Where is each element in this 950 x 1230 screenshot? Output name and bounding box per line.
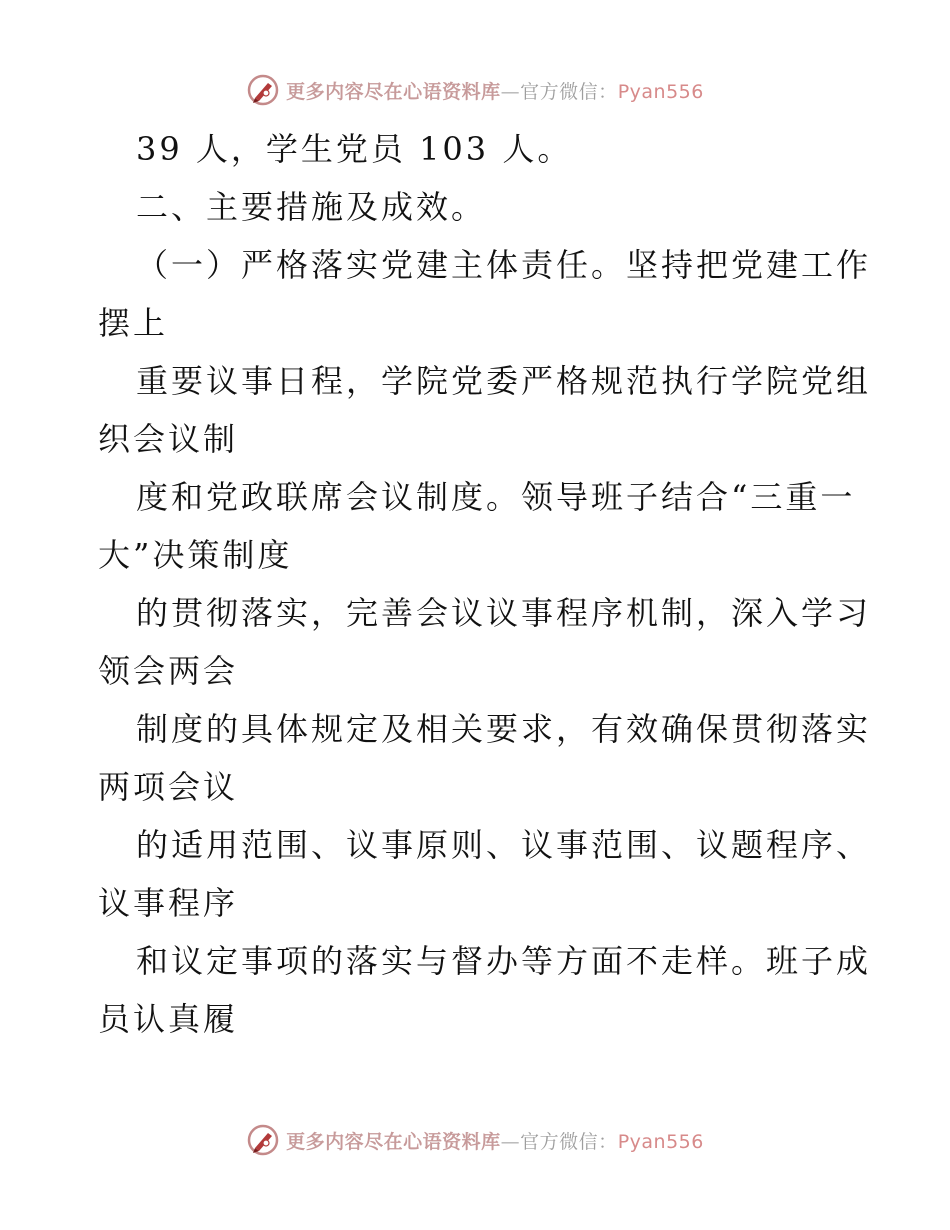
text-line-10: 领会两会 xyxy=(98,652,239,690)
text-line-9: 的贯彻落实，完善会议议事程序机制，深入学习 xyxy=(136,594,872,632)
text-line-11: 制度的具体规定及相关要求，有效确保贯彻落实 xyxy=(136,710,872,748)
header-banner-sub: 官方微信： xyxy=(520,80,618,103)
text-line-3: （一）严格落实党建主体责任。坚持把党建工作 xyxy=(136,246,872,284)
document-body xyxy=(98,120,872,1048)
text-line-15: 和议定事项的落实与督办等方面不走样。班子成 xyxy=(136,942,872,980)
text-line-7: 度和党政联席会议制度。领导班子结合“三重一 xyxy=(136,478,856,516)
footer-banner-text xyxy=(286,1127,704,1154)
text-line-6: 织会议制 xyxy=(98,420,239,458)
header-banner xyxy=(0,70,950,110)
header-banner-text xyxy=(286,77,704,104)
text-line-16: 员认真履 xyxy=(98,1000,239,1038)
text-line-12: 两项会议 xyxy=(98,768,239,806)
footer-banner-sub: 官方微信： xyxy=(520,1130,618,1153)
text-line-1: 39 人，学生党员 103 人。 xyxy=(136,130,573,168)
pen-logo-icon xyxy=(246,73,280,107)
text-line-8: 大”决策制度 xyxy=(98,536,293,574)
footer-banner-main: 更多内容尽在心语资料库 xyxy=(286,1130,501,1153)
footer-banner-dash: — xyxy=(500,1130,521,1153)
text-line-14: 议事程序 xyxy=(98,884,239,922)
header-banner-main: 更多内容尽在心语资料库 xyxy=(286,80,501,103)
text-line-5: 重要议事日程，学院党委严格规范执行学院党组 xyxy=(136,362,872,400)
text-line-13: 的适用范围、议事原则、议事范围、议题程序、 xyxy=(136,826,872,864)
text-line-4: 摆上 xyxy=(98,304,169,342)
header-banner-dash: — xyxy=(500,80,521,103)
footer-banner-wechat: Pyan556 xyxy=(617,1130,704,1153)
header-banner-wechat: Pyan556 xyxy=(617,80,704,103)
text-line-2: 二、主要措施及成效。 xyxy=(136,188,487,226)
pen-logo-icon xyxy=(246,1123,280,1157)
footer-banner xyxy=(0,1120,950,1160)
